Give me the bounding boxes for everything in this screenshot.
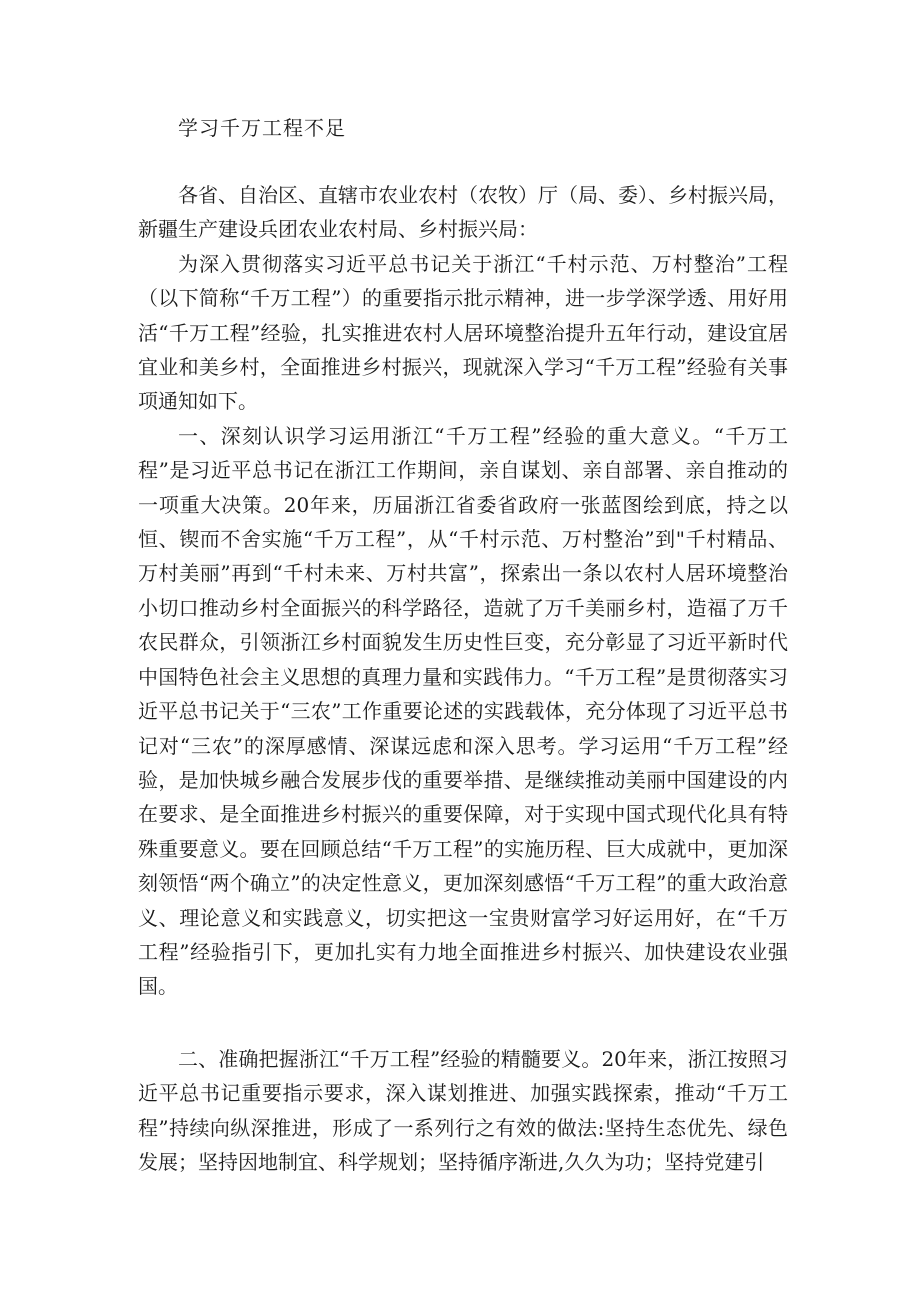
- intro-paragraph: 为深入贯彻落实习近平总书记关于浙江“千村示范、万村整治”工程（以下简称“千万工程”）的重要指示批示精神，进一步学深学透、用好用活“千万工程”经验，扎实推进农村人居环境整治提升五年行动，建设宜居宜业和美乡村，全面推进乡村振兴，现就深入学习“千万工程”经验有关事项通知如下。: [138, 251, 788, 414]
- document-title: 学习千万工程不足: [178, 116, 346, 140]
- addressee-paragraph: 各省、自治区、直辖市农业农村（农牧）厅（局、委）、乡村振兴局，新疆生产建设兵团农业农村局、乡村振兴局：: [138, 183, 788, 242]
- document-body: [138, 178, 788, 1179]
- section-two-paragraph: 二、准确把握浙江“千万工程”经验的精髓要义。20年来，浙江按照习近平总书记重要指示要求，深入谋划推进、加强实践探索，推动“千万工程”持续向纵深推进，形成了一系列行之有效的做法:坚持生态优先、绿色发展；坚持因地制宜、科学规划；坚持循序渐进,久久为功；坚持党建引: [138, 1046, 788, 1174]
- section-one-paragraph: 一、深刻认识学习运用浙江“千万工程”经验的重大意义。“千万工程”是习近平总书记在浙江工作期间，亲自谋划、亲自部署、亲自推动的一项重大决策。20年来，历届浙江省委省政府一张蓝图绘到底，持之以恒、锲而不舍实施“千万工程”，从“千村示范、万村整治”到"千村精品、万村美丽”再到“千村未来、万村共富”，探索出一条以农村人居环境整治小切口推动乡村全面振兴的科学路径，造就了万千美丽乡村，造福了万千农民群众，引领浙江乡村面貌发生历史性巨变，充分彰显了习近平新时代中国特色社会主义思想的真理力量和实践伟力。“千万工程”是贯彻落实习近平总书记关于“三农”工作重要论述的实践载体，充分体现了习近平总书记对“三农”的深厚感情、深谋远虑和深入思考。学习运用“千万工程”经验，是加快城乡融合发展步伐的重要举措、是继续推动美丽中国建设的内在要求、是全面推进乡村振兴的重要保障，对于实现中国式现代化具有特殊重要意义。要在回顾总结“千万工程”的实施历程、巨大成就中，更加深刻领悟“两个确立”的决定性意义，更加深刻感悟“千万工程”的重大政治意义、理论意义和实践意义，切实把这一宝贵财富学习好运用好，在“千万工程”经验指引下，更加扎实有力地全面推进乡村振兴、加快建设农业强国。: [138, 423, 788, 999]
